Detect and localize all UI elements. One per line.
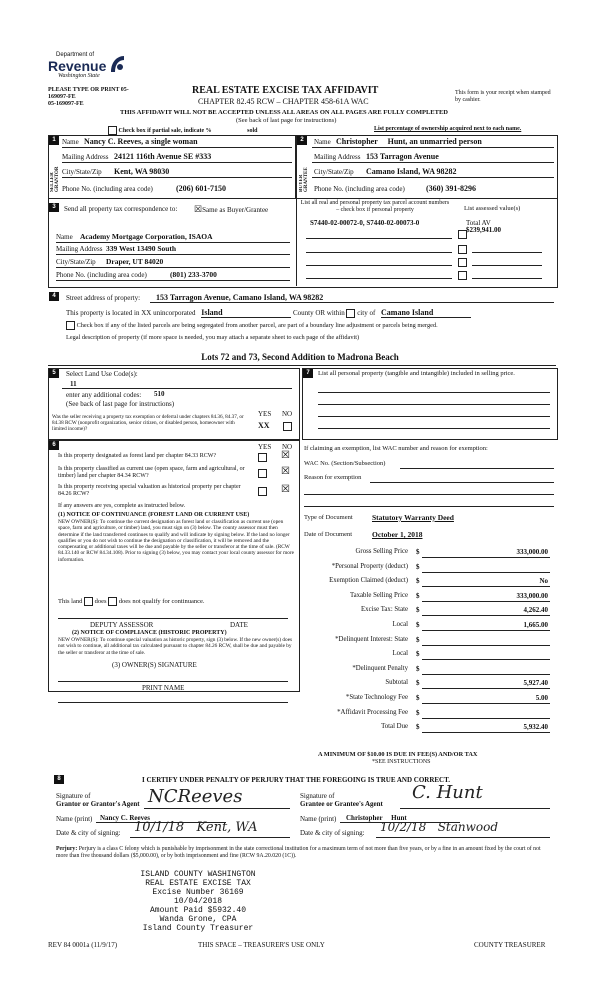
yes-header-6: YES (258, 443, 272, 451)
this-land-label: This land (58, 597, 83, 605)
see-back-note: (See back of last page for instructions) (236, 117, 337, 124)
grantee-name-label: Name (print) (300, 815, 337, 823)
buyer-addr-label: Mailing Address (314, 153, 361, 161)
seller-phone-label: Phone No. (including area code) (62, 185, 153, 193)
notice-compliance-text: NEW OWNER(S): To continue special valuation as historic property, sign (3) below. If the new owner(s) does not wish to continue, all additional tax calculated pursuant to chapter 84.26 RCW, shall be due and payable by the seller or transferor at the time of sale. (58, 637, 293, 656)
section-2-marker: 2 (297, 136, 307, 145)
grantee-sig-label-1: Signature of (300, 792, 335, 800)
calc-value[interactable]: 1,665.00 (523, 621, 548, 629)
doc-number-2: 05-169097-FE (48, 101, 84, 107)
partial-sale-label: Check box if partial sale, indicate % (118, 127, 212, 134)
additional-codes[interactable]: 510 (154, 390, 165, 398)
historic-no-check-icon[interactable]: ☒ (281, 484, 290, 495)
buyer-side-label: BUYER GRANTEE (299, 167, 309, 192)
calc-currency: $ (416, 679, 420, 688)
land-use-see-back: (See back of last page for instructions) (66, 400, 175, 408)
buyer-phone[interactable]: (360) 391-8296 (426, 184, 476, 193)
seller-name[interactable]: Nancy C. Reeves, a single woman (84, 137, 198, 146)
calc-currency: $ (416, 664, 420, 673)
receipt-note: This form is your receipt when stamped by cashier. (455, 90, 551, 103)
calc-label: *Delinquent Interest: State (335, 635, 408, 643)
form-number: REV 84 0001a (11/9/17) (48, 941, 118, 949)
property-street[interactable]: 153 Tarragon Avenue, Camano Island, WA 98282 (156, 293, 324, 302)
stamp-line-2: REAL ESTATE EXCISE TAX (145, 879, 251, 888)
seller-name-label: Name (62, 138, 79, 146)
notice-continuance-title: (1) NOTICE OF CONTINUANCE (FOREST LAND OR CURRENT USE) (58, 512, 250, 518)
land-use-label: Select Land Use Code(s): (66, 370, 138, 378)
parcel-personal-checkbox-2[interactable] (458, 245, 467, 254)
current-use-yes-checkbox[interactable] (258, 469, 267, 478)
corr-name-label: Name (56, 233, 73, 241)
grantor-sig-label-2: Grantor or Grantor's Agent (56, 800, 140, 808)
logo-revenue-text: Revenue (48, 58, 107, 74)
calc-value[interactable]: 5,927.40 (523, 679, 548, 688)
calc-currency: $ (416, 577, 420, 586)
personal-property-label: List all personal property (tangible and intangible) included in selling price. (318, 370, 515, 377)
grantee-date-label: Date & city of signing: (300, 829, 365, 837)
stamp-line-5: Amount Paid $5932.40 (149, 906, 246, 915)
calc-label: Taxable Selling Price (349, 591, 408, 599)
stamp-line-1: ISLAND COUNTY WASHINGTON (140, 870, 256, 879)
section-1-marker: 1 (49, 136, 59, 145)
assessed-header: List assessed value(s) (464, 205, 521, 212)
total-av-label: Total AV (466, 219, 491, 227)
logo-emblem-icon (108, 54, 126, 74)
notice-compliance-title: (2) NOTICE OF COMPLIANCE (HISTORIC PROPERTY) (72, 630, 227, 636)
section-7-marker: 7 (303, 369, 313, 378)
section-3-marker: 3 (49, 203, 59, 212)
sold-label: sold (247, 127, 258, 134)
located-county[interactable]: Island (201, 308, 291, 318)
certify-statement: I CERTIFY UNDER PENALTY OF PERJURY THAT THE FOREGOING IS TRUE AND CORRECT. (142, 776, 451, 784)
corr-name[interactable]: Academy Mortgage Corporation, ISAOA (80, 232, 213, 241)
partial-sale-checkbox[interactable] (108, 126, 117, 135)
stamp-line-7: Island County Treasurer (142, 924, 254, 933)
doc-type-label: Type of Document (304, 514, 353, 521)
wac-claim-label: If claiming an exemption, list WAC number and reason for exemption: (304, 445, 488, 452)
exemption-question: Was the seller receiving a property tax exemption or deferral under chapters 84.36, 84.37, or 84.38 RCW (nonprofit organization, senior citizen, or disabled person, homeowner with limited income)? (52, 414, 244, 432)
stamp-line-3: Excise Number 36169 (152, 888, 244, 897)
calc-label: *Delinquent Penalty (352, 664, 408, 672)
buyer-city-label: City/State/Zip (314, 168, 354, 176)
calc-currency: $ (416, 723, 420, 732)
calc-label: *Affidavit Processing Fee (337, 708, 408, 716)
current-use-question: Is this property classified as current use (open space, farm and agricultural, or timber) land per chapter 84.34 RCW? (58, 466, 245, 479)
grantee-name[interactable]: Christopher Hunt (346, 814, 407, 822)
ownership-note: List percentage of ownership acquired next to each name. (374, 126, 522, 132)
calc-value[interactable]: 333,000.00 (516, 591, 548, 600)
segregated-label: Check box if any of the listed parcels are being segregated from another parcel, are part of a boundary line adjustment or parcels being merged. (76, 321, 438, 329)
calc-label: Gross Selling Price (355, 548, 408, 555)
calc-value[interactable]: 5.00 (535, 694, 548, 702)
buyer-name-label: Name (314, 138, 331, 146)
forest-yes-checkbox[interactable] (258, 453, 267, 462)
corr-phone[interactable]: (801) 233-3700 (170, 270, 217, 279)
owner-signature-label: (3) OWNER(S) SIGNATURE (112, 661, 197, 669)
property-city[interactable]: Camano Island (381, 308, 471, 318)
grantor-name-label: Name (print) (56, 815, 93, 823)
no-header-5: NO (282, 410, 293, 418)
historic-yes-checkbox[interactable] (258, 487, 267, 496)
reason-label: Reason for exemption (304, 474, 362, 481)
logo-state-text: Washington State (58, 73, 100, 79)
calc-value[interactable]: 4,262.40 (523, 606, 548, 615)
historic-question: Is this property receiving special valuation as historical property per chapter 84.26 RCW? (58, 484, 241, 497)
segregated-row (66, 321, 438, 330)
forest-question: Is this property designated as forest land per chapter 84.33 RCW? (58, 453, 217, 459)
partial-sale-row (108, 126, 258, 135)
calc-currency: $ (416, 635, 420, 644)
section-8-marker: 8 (54, 775, 64, 784)
calc-value[interactable]: No (539, 577, 548, 586)
assessor-date-label: DATE (230, 621, 248, 629)
buyer-phone-label: Phone No. (including area code) (314, 185, 405, 193)
buyer-address[interactable]: 153 Tarragon Avenue (366, 152, 439, 161)
calc-currency: $ (416, 606, 420, 615)
city-of-label: city of (357, 309, 376, 317)
located-row (66, 308, 471, 318)
parcel-personal-checkbox-1[interactable] (458, 230, 467, 239)
no-header-6: NO (282, 443, 293, 451)
buyer-name[interactable]: Christopher Hunt, an unmarried person (336, 137, 482, 146)
does-not-label: does not qualify for continuance. (118, 597, 205, 605)
doc-date[interactable]: October 1, 2018 (372, 530, 423, 539)
within-city-checkbox[interactable] (346, 309, 355, 318)
qualify-row (58, 597, 205, 606)
does-not-qualify-checkbox[interactable] (108, 597, 117, 606)
calc-label: *State Technology Fee (345, 694, 408, 701)
calc-label: Exemption Claimed (deduct) (329, 577, 408, 585)
total-av: $239,941.00 (466, 226, 501, 234)
calc-currency: $ (416, 708, 420, 717)
calc-label: Subtotal (385, 679, 408, 687)
parcel-personal-checkbox-3[interactable] (458, 258, 467, 267)
yes-header-5: YES (258, 410, 272, 418)
doc-date-label: Date of Document (304, 531, 353, 538)
exemption-no-checkbox[interactable] (283, 422, 292, 431)
seller-address[interactable]: 24121 116th Avenue SE #333 (114, 152, 212, 161)
doc-type[interactable]: Statutory Warranty Deed (372, 513, 454, 522)
warning-text: THIS AFFIDAVIT WILL NOT BE ACCEPTED UNLESS ALL AREAS ON ALL PAGES ARE FULLY COMPLETED (120, 109, 448, 116)
calc-currency: $ (416, 562, 420, 571)
grantor-signature[interactable]: NCReeves (148, 786, 243, 807)
segregated-checkbox[interactable] (66, 321, 75, 330)
section-4-marker: 4 (49, 292, 59, 301)
calc-currency: $ (416, 591, 420, 600)
grantor-date-city[interactable]: 10/1/18 Kent, WA (134, 820, 258, 835)
grantor-name[interactable]: Nancy C. Reeves (100, 814, 150, 822)
minimum-note: A MINIMUM OF $10.00 IS DUE IN FEE(S) AND/OR TAX (318, 751, 478, 758)
treasurer-use-note: THIS SPACE – TREASURER'S USE ONLY (198, 941, 325, 949)
calc-value[interactable]: 5,932.40 (523, 723, 548, 732)
legal-description[interactable]: Lots 72 and 73, Second Addition to Madrona Beach (201, 352, 399, 362)
stamp-line-6: Wanda Grone, CPA (159, 915, 237, 924)
forest-no-check-icon[interactable]: ☒ (281, 450, 290, 461)
calc-currency: $ (416, 650, 420, 659)
grantee-sig-label-2: Grantee or Grantee's Agent (300, 800, 383, 808)
corr-city-label: City/State/Zip (56, 258, 96, 266)
land-use-code[interactable]: 11 (70, 380, 77, 388)
correspondence-label: Send all property tax correspondence to: (64, 205, 178, 213)
revenue-logo (48, 52, 138, 86)
calc-currency: $ (416, 548, 420, 556)
section-5-marker: 5 (49, 369, 59, 378)
calc-currency: $ (416, 694, 420, 702)
doc-number-1: 169097-FE (48, 94, 76, 100)
same-as-buyer-label: Same as Buyer/Grantee (202, 206, 269, 214)
calc-value[interactable]: 333,000.00 (516, 548, 548, 556)
deputy-assessor-label: DEPUTY ASSESSOR (90, 621, 154, 629)
perjury-label: Perjury: (56, 846, 78, 852)
street-label: Street address of property: (66, 294, 141, 302)
additional-codes-label: enter any additional codes: (66, 391, 142, 399)
perjury-text: Perjury is a class C felony which is punishable by imprisonment in the state correctional institution for a maximum term of not more than five years, or by a fine in an amount fixed by the court of not more than five thousand dollars ($5,000.00), or by both imprisonment and fine (RCW 9A.20.020 (1C)). (56, 846, 541, 859)
seller-city[interactable]: Kent, WA 98030 (114, 167, 170, 176)
calc-label: Total Due (381, 723, 408, 731)
legal-label: Legal description of property (if more space is needed, you may attach a separate sheet to each page of the affidavit) (66, 334, 360, 341)
located-label: This property is located in XX unincorporated (66, 309, 196, 317)
calc-label: Local (392, 650, 408, 658)
treasurer-stamp (118, 870, 278, 933)
wac-number-label: WAC No. (Section/Subsection) (304, 460, 386, 467)
accounts-header: List all real and personal property tax parcel account numbers – check box if personal property (300, 200, 450, 213)
grantor-date-label: Date & city of signing: (56, 829, 121, 837)
notice-continuance-text: NEW OWNER(S): To continue the current designation as forest land or classification as current use (open space, farm and agriculture, or timber) land, you must sign on (3) below. The county assessor must then determine if the land transferred continues to qualify and will indicate by signing below. If the land no longer qualifies or you do not wish to continue the designation or classification, it will be removed and the compensating or additional taxes will be due and payable by the seller or transferor at the time of sale. (RCW 84.33.140 or RCW 84.34.108). Prior to signing (3) below, you may contact your local county assessor for more information. (58, 519, 294, 563)
corr-phone-label: Phone No. (including area code) (56, 271, 147, 279)
county-label: County OR within (292, 309, 345, 317)
stamp-line-4: 10/04/2018 (173, 897, 222, 906)
form-subtitle: CHAPTER 82.45 RCW – CHAPTER 458-61A WAC (198, 97, 369, 106)
parcel-accounts[interactable]: S7440-02-00072-0, S7440-02-00073-0 (310, 219, 420, 227)
same-as-buyer-option[interactable] (194, 204, 268, 215)
corr-addr-label: Mailing Address (56, 245, 103, 253)
logo-dept-text: Department of (56, 52, 95, 58)
grantee-signature[interactable]: C. Hunt (412, 782, 483, 803)
form-title: REAL ESTATE EXCISE TAX AFFIDAVIT (192, 85, 379, 96)
grantor-sig-label-1: Signature of (56, 792, 91, 800)
perjury-notice (56, 846, 552, 860)
county-treasurer-label: COUNTY TREASURER (474, 941, 546, 949)
same-check-icon: ☒ (194, 204, 203, 214)
print-name-label: PRINT NAME (142, 684, 185, 692)
buyer-city[interactable]: Camano Island, WA 98282 (366, 167, 457, 176)
seller-phone[interactable]: (206) 601-7150 (176, 184, 226, 193)
seller-side-label: SELLER GRANTOR (50, 166, 60, 192)
parcel-personal-checkbox-4[interactable] (458, 271, 467, 280)
section-6-marker: 6 (49, 441, 59, 450)
calc-label: *Personal Property (deduct) (331, 562, 408, 570)
corr-address[interactable]: 339 West 13490 South (106, 244, 177, 253)
print-note: PLEASE TYPE OR PRINT 05- (48, 87, 129, 93)
calc-label: Excise Tax: State (361, 606, 408, 614)
seller-city-label: City/State/Zip (62, 168, 102, 176)
grantee-date-city[interactable]: 10/2/18 Stanwood (380, 820, 499, 834)
seller-addr-label: Mailing Address (62, 153, 109, 161)
current-use-no-check-icon[interactable]: ☒ (281, 466, 290, 477)
see-instructions-note: *SEE INSTRUCTIONS (372, 759, 431, 765)
exemption-answer[interactable]: XX (258, 421, 270, 430)
corr-city[interactable]: Draper, UT 84020 (106, 257, 164, 266)
does-qualify-checkbox[interactable] (84, 597, 93, 606)
does-label: does (94, 597, 107, 605)
any-yes-note: If any answers are yes, complete as instructed below. (58, 503, 186, 509)
calc-currency: $ (416, 621, 420, 629)
calc-label: Local (392, 621, 408, 628)
